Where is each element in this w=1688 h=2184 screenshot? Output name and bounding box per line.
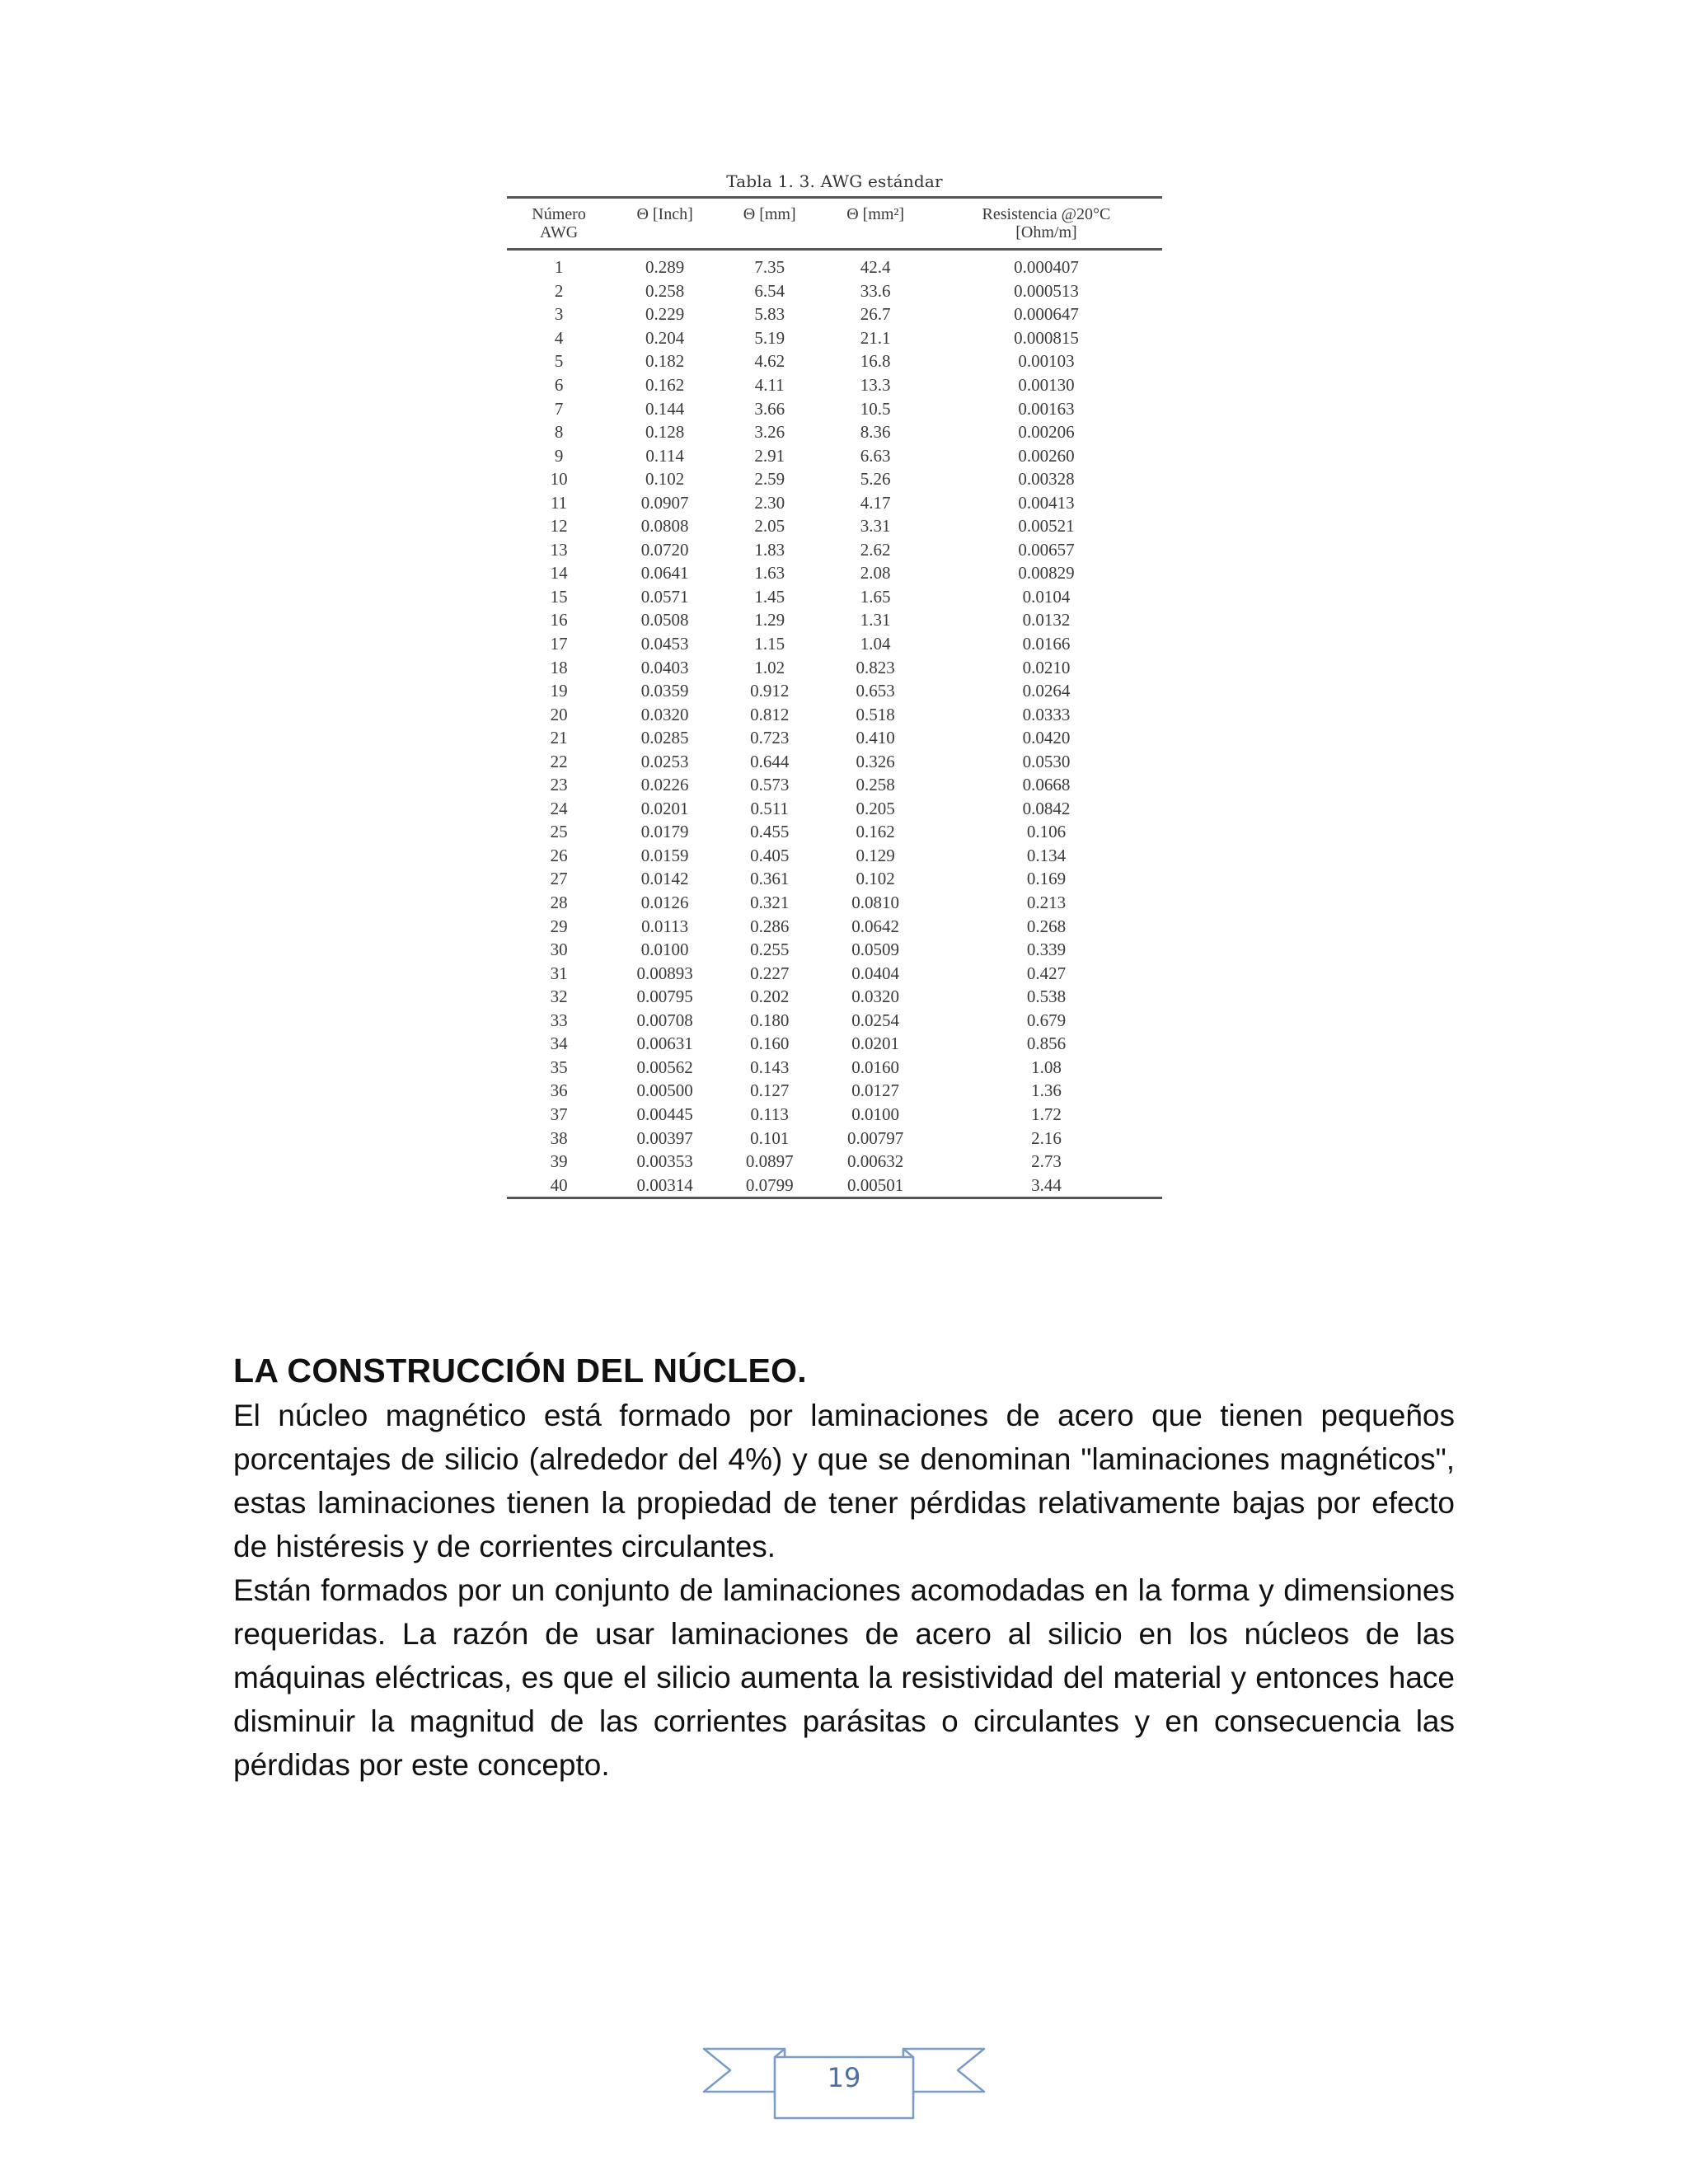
table-row <box>507 938 1162 962</box>
table-cell: 0.00103 <box>1018 351 1075 372</box>
table-row <box>507 726 1162 750</box>
table-cell: 0.0127 <box>851 1080 900 1101</box>
table-header-cell <box>507 198 611 250</box>
table-cell: 0.00797 <box>847 1127 904 1148</box>
table-cell: 0.00657 <box>1018 539 1075 560</box>
table-cell: 0.0104 <box>1022 586 1071 607</box>
table-cell: 0.00521 <box>1018 516 1075 537</box>
table-cell: 3.66 <box>754 398 785 419</box>
table-header-cell <box>611 198 719 250</box>
table-cell: 23 <box>550 775 568 795</box>
table-row <box>507 250 1162 279</box>
table-cell: 0.0253 <box>640 751 689 771</box>
table-cell: 29 <box>550 916 568 936</box>
table-cell: 0.00413 <box>1018 492 1075 513</box>
table-cell: 0.0159 <box>640 845 689 865</box>
table-cell: 0.644 <box>750 751 790 771</box>
table-cell: 0.723 <box>750 728 790 748</box>
table-cell: 4.17 <box>860 492 891 513</box>
table-cell: 7 <box>554 398 564 419</box>
table-cell: 5.83 <box>754 304 785 325</box>
table-cell: 5.26 <box>860 469 891 490</box>
section-title: LA CONSTRUCCIÓN DEL NÚCLEO. <box>233 1352 807 1390</box>
table-cell: 0.321 <box>750 893 790 913</box>
table-row <box>507 1150 1162 1174</box>
table-cell: 2 <box>554 280 564 301</box>
table-cell: 0.0320 <box>851 987 900 1007</box>
table-row <box>507 844 1162 868</box>
table-cell: 0.205 <box>856 798 895 818</box>
table-cell: 0.0320 <box>640 704 689 724</box>
table-cell: 0.180 <box>750 1010 790 1030</box>
table-cell: 0.0420 <box>1022 728 1071 748</box>
table-cell: 0.229 <box>645 304 685 325</box>
table-row <box>507 279 1162 303</box>
table-cell: 10 <box>550 469 568 490</box>
table-row <box>507 914 1162 938</box>
table-cell: 0.202 <box>750 987 790 1007</box>
table-cell: 0.286 <box>750 916 790 936</box>
table-cell: 2.30 <box>754 492 785 513</box>
table-cell: 28 <box>550 893 568 913</box>
table-cell: 0.0126 <box>640 893 689 913</box>
table-cell: 0.912 <box>750 681 790 701</box>
table-cell: 0.679 <box>1026 1010 1067 1030</box>
table-cell: 4 <box>554 327 564 348</box>
table-cell: 32 <box>550 987 568 1007</box>
table-cell: 1.02 <box>754 657 785 677</box>
table-row <box>507 538 1162 562</box>
table-cell: 0.000647 <box>1014 304 1079 325</box>
awg-table-figure <box>507 171 1162 1199</box>
table-cell: 16 <box>550 610 568 630</box>
table-cell: 4.62 <box>754 351 785 372</box>
table-cell: 1.15 <box>754 634 785 654</box>
table-cell: 0.0799 <box>719 1173 820 1197</box>
table-cell: 0.00206 <box>1018 422 1075 443</box>
table-cell: 0.00353 <box>636 1151 693 1172</box>
table-cell: 0.0201 <box>851 1033 900 1054</box>
table-cell: 1.65 <box>860 586 891 607</box>
table-row <box>507 1173 1162 1197</box>
table-cell: 26.7 <box>860 304 891 325</box>
table-row <box>507 608 1162 632</box>
ribbon-right-tail <box>903 2049 984 2092</box>
table-cell: 0.182 <box>645 351 685 372</box>
table-cell: 1.63 <box>754 563 785 583</box>
table-cell: 0.0132 <box>1022 610 1071 630</box>
table-cell: 0.0720 <box>640 539 689 560</box>
table-cell: 0.518 <box>856 704 895 724</box>
table-body <box>507 250 1162 1198</box>
section-core-construction <box>233 1352 1455 1787</box>
table-row <box>507 749 1162 773</box>
table-cell: 0.000513 <box>1014 280 1079 301</box>
table-cell: 12 <box>550 516 568 537</box>
table-row <box>507 1126 1162 1150</box>
table-row <box>507 585 1162 609</box>
table-caption: Tabla 1. 3. AWG estándar <box>726 171 943 191</box>
table-cell: 1.36 <box>1031 1080 1062 1101</box>
table-cell: 0.00795 <box>636 987 693 1007</box>
table-cell: 0.0403 <box>640 657 689 677</box>
table-cell: 0.455 <box>750 822 790 842</box>
header-line: Número <box>532 205 586 223</box>
table-cell: 0.00893 <box>636 963 693 983</box>
table-cell: 3.31 <box>860 516 891 537</box>
table-cell: 0.00260 <box>1018 445 1075 466</box>
table-cell: 1.83 <box>754 539 785 560</box>
table-cell: 17 <box>550 634 568 654</box>
header-line: Θ [mm²] <box>846 205 905 223</box>
table-cell: 0.213 <box>1026 893 1067 913</box>
table-cell: 0.653 <box>856 681 895 701</box>
table-cell: 0.856 <box>1026 1033 1067 1054</box>
table-cell: 0.326 <box>856 751 895 771</box>
table-cell: 0.00397 <box>636 1127 693 1148</box>
table-cell: 2.62 <box>860 539 891 560</box>
table-row <box>507 349 1162 373</box>
table-cell: 10.5 <box>860 398 891 419</box>
table-cell: 3 <box>554 304 564 325</box>
table-cell: 6.63 <box>860 445 891 466</box>
header-line: Θ [mm] <box>743 205 796 223</box>
table-row <box>507 1032 1162 1056</box>
paragraph-2: Están formados por un conjunto de laminaciones acomodadas en la forma y dimensiones requeridas. La razón de usar laminaciones de acero al silicio en los núcleos de las máquinas eléctricas, es que el silicio aumenta la resistividad del material y entonces hace disminuir la magnitud de las corrientes parásitas o circulantes y en consecuencia las pérdidas por este concepto. <box>233 1573 1455 1782</box>
table-cell: 5.19 <box>754 327 785 348</box>
table-cell: 0.812 <box>750 704 790 724</box>
table-cell: 0.00500 <box>636 1080 693 1101</box>
table-cell: 13 <box>550 539 568 560</box>
table-cell: 0.538 <box>1026 987 1067 1007</box>
table-row <box>507 891 1162 915</box>
table-row <box>507 490 1162 514</box>
table-cell: 0.00501 <box>820 1173 931 1197</box>
table-cell: 0.258 <box>856 775 895 795</box>
table-row <box>507 514 1162 538</box>
table-cell: 0.00314 <box>611 1173 719 1197</box>
table-cell: 36 <box>550 1080 568 1101</box>
table-cell: 0.00562 <box>636 1057 693 1077</box>
table-cell: 0.573 <box>750 775 790 795</box>
table-cell: 0.0226 <box>640 775 689 795</box>
table-row <box>507 655 1162 679</box>
table-cell: 21 <box>550 728 568 748</box>
table-row <box>507 773 1162 797</box>
table-cell: 1.29 <box>754 610 785 630</box>
table-cell: 0.405 <box>750 845 790 865</box>
table-cell: 0.0285 <box>640 728 689 748</box>
table-cell: 0.162 <box>645 375 685 395</box>
table-cell: 0.0668 <box>1022 775 1071 795</box>
table-row <box>507 985 1162 1009</box>
page-number: 19 <box>827 2062 861 2093</box>
table-cell: 0.143 <box>750 1057 790 1077</box>
table-cell: 35 <box>550 1057 568 1077</box>
table-header-cell <box>820 198 931 250</box>
table-cell: 0.169 <box>1026 869 1067 889</box>
table-row <box>507 302 1162 326</box>
table-row <box>507 632 1162 656</box>
table-cell: 42.4 <box>860 257 891 278</box>
table-row <box>507 467 1162 491</box>
table-cell: 0.134 <box>1026 845 1067 865</box>
table-row <box>507 867 1162 891</box>
table-row <box>507 420 1162 444</box>
table-cell: 39 <box>550 1151 568 1172</box>
table-cell: 0.129 <box>856 845 895 865</box>
table-cell: 19 <box>550 681 568 701</box>
header-line: Resistencia @20°C <box>982 205 1111 223</box>
table-cell: 6.54 <box>754 280 785 301</box>
table-cell: 7.35 <box>754 257 785 278</box>
table-cell: 0.268 <box>1026 916 1067 936</box>
table-cell: 34 <box>550 1033 568 1054</box>
awg-table <box>507 196 1162 1199</box>
table-cell: 0.0907 <box>640 492 689 513</box>
table-cell: 0.114 <box>645 445 684 466</box>
table-cell: 0.255 <box>750 940 790 960</box>
table-cell: 0.102 <box>856 869 895 889</box>
table-cell: 40 <box>507 1173 611 1197</box>
table-cell: 8.36 <box>860 422 891 443</box>
table-row <box>507 1103 1162 1127</box>
table-cell: 0.227 <box>750 963 790 983</box>
table-cell: 0.0530 <box>1022 751 1071 771</box>
table-cell: 3.44 <box>931 1173 1162 1197</box>
table-cell: 0.0166 <box>1022 634 1071 654</box>
table-cell: 1.04 <box>860 634 891 654</box>
table-cell: 8 <box>554 422 564 443</box>
table-cell: 0.162 <box>856 822 895 842</box>
table-cell: 0.410 <box>856 728 895 748</box>
table-cell: 0.823 <box>856 657 895 677</box>
table-cell: 25 <box>550 822 568 842</box>
table-cell: 9 <box>554 445 564 466</box>
table-cell: 0.361 <box>750 869 790 889</box>
ribbon-left-tail <box>704 2049 785 2092</box>
table-cell: 0.0254 <box>851 1010 900 1030</box>
table-cell: 2.05 <box>754 516 785 537</box>
table-cell: 0.00708 <box>636 1010 693 1030</box>
header-line: [Ohm/m] <box>1015 223 1077 241</box>
table-cell: 0.0404 <box>851 963 900 983</box>
table-header-row <box>507 198 1162 250</box>
table-cell: 1.45 <box>754 586 785 607</box>
table-row <box>507 1079 1162 1103</box>
table-cell: 2.59 <box>754 469 785 490</box>
table-cell: 15 <box>550 586 568 607</box>
table-cell: 0.000407 <box>1014 257 1079 278</box>
table-cell: 0.0201 <box>640 798 689 818</box>
table-cell: 3.26 <box>754 422 785 443</box>
table-cell: 1 <box>554 257 564 278</box>
table-cell: 2.91 <box>754 445 785 466</box>
table-cell: 2.73 <box>1031 1151 1062 1172</box>
table-cell: 14 <box>550 563 568 583</box>
table-cell: 27 <box>550 869 568 889</box>
table-cell: 0.0100 <box>851 1104 900 1124</box>
table-cell: 0.0641 <box>640 563 689 583</box>
table-cell: 0.00328 <box>1018 469 1075 490</box>
table-cell: 21.1 <box>860 327 891 348</box>
header-line: AWG <box>539 223 579 241</box>
table-cell: 0.00163 <box>1018 398 1075 419</box>
table-cell: 1.72 <box>1031 1104 1062 1124</box>
table-cell: 0.106 <box>1026 822 1067 842</box>
table-cell: 13.3 <box>860 375 891 395</box>
table-cell: 0.0508 <box>640 610 689 630</box>
table-row <box>507 326 1162 350</box>
table-cell: 0.144 <box>645 398 685 419</box>
table-cell: 0.0100 <box>640 940 689 960</box>
table-cell: 0.00130 <box>1018 375 1075 395</box>
table-cell: 1.31 <box>860 610 891 630</box>
table-row <box>507 961 1162 985</box>
table-cell: 0.0210 <box>1022 657 1071 677</box>
table-cell: 4.11 <box>754 375 785 395</box>
table-row <box>507 561 1162 585</box>
table-cell: 0.102 <box>645 469 685 490</box>
table-cell: 22 <box>550 751 568 771</box>
table-cell: 0.0333 <box>1022 704 1071 724</box>
table-row <box>507 1056 1162 1080</box>
table-cell: 16.8 <box>860 351 891 372</box>
header-line: Θ [Inch] <box>636 205 693 223</box>
table-row <box>507 396 1162 420</box>
table-cell: 0.00631 <box>636 1033 693 1054</box>
table-cell: 2.16 <box>1031 1127 1062 1148</box>
table-cell: 0.0571 <box>640 586 689 607</box>
table-cell: 0.00632 <box>847 1151 904 1172</box>
table-cell: 0.204 <box>645 327 685 348</box>
table-cell: 0.000815 <box>1014 327 1079 348</box>
table-cell: 0.00445 <box>636 1104 693 1124</box>
table-cell: 0.339 <box>1026 940 1067 960</box>
table-cell: 6 <box>554 375 564 395</box>
table-cell: 37 <box>550 1104 568 1124</box>
table-cell: 0.0453 <box>640 634 689 654</box>
table-cell: 11 <box>550 492 568 513</box>
table-cell: 33 <box>550 1010 568 1030</box>
table-cell: 0.128 <box>645 422 685 443</box>
table-row <box>507 797 1162 821</box>
table-cell: 0.101 <box>750 1127 790 1148</box>
table-row <box>507 820 1162 844</box>
table-cell: 0.289 <box>645 257 685 278</box>
table-cell: 0.427 <box>1026 963 1067 983</box>
table-cell: 0.258 <box>645 280 685 301</box>
table-cell: 0.0359 <box>640 681 689 701</box>
table-cell: 0.0113 <box>641 916 689 936</box>
table-header-cell <box>719 198 820 250</box>
table-cell: 0.0509 <box>851 940 900 960</box>
table-row <box>507 702 1162 726</box>
table-cell: 33.6 <box>860 280 891 301</box>
table-cell: 0.0179 <box>640 822 689 842</box>
table-cell: 0.0642 <box>851 916 900 936</box>
table-cell: 0.0142 <box>640 869 689 889</box>
paragraph-1: El núcleo magnético está formado por laminaciones de acero que tienen pequeños porcentajes de silicio (alrededor del 4%) y que se denominan "laminaciones magnéticos", estas laminaciones tienen la propiedad de tener pérdidas relativamente bajas por efecto de histéresis y de corrientes circulantes. <box>233 1399 1455 1563</box>
table-cell: 24 <box>550 798 568 818</box>
table-cell: 0.160 <box>750 1033 790 1054</box>
table-cell: 26 <box>550 845 568 865</box>
table-cell: 20 <box>550 704 568 724</box>
table-cell: 31 <box>550 963 568 983</box>
table-cell: 0.0264 <box>1022 681 1071 701</box>
table-row <box>507 1009 1162 1033</box>
table-cell: 0.0897 <box>745 1151 794 1172</box>
table-cell: 0.0810 <box>851 893 900 913</box>
table-cell: 0.511 <box>750 798 789 818</box>
table-cell: 0.0842 <box>1022 798 1071 818</box>
table-cell: 30 <box>550 940 568 960</box>
table-cell: 0.00829 <box>1018 563 1075 583</box>
table-cell: 1.08 <box>1031 1057 1062 1077</box>
table-cell: 0.113 <box>750 1104 789 1124</box>
table-row <box>507 679 1162 703</box>
table-cell: 5 <box>554 351 564 372</box>
table-cell: 0.0160 <box>851 1057 900 1077</box>
table-row <box>507 373 1162 397</box>
table-cell: 18 <box>550 657 568 677</box>
table-row <box>507 443 1162 467</box>
table-cell: 0.0808 <box>640 516 689 537</box>
table-cell: 38 <box>550 1127 568 1148</box>
table-header-cell <box>931 198 1162 250</box>
table-cell: 2.08 <box>860 563 891 583</box>
table-cell: 0.127 <box>750 1080 790 1101</box>
